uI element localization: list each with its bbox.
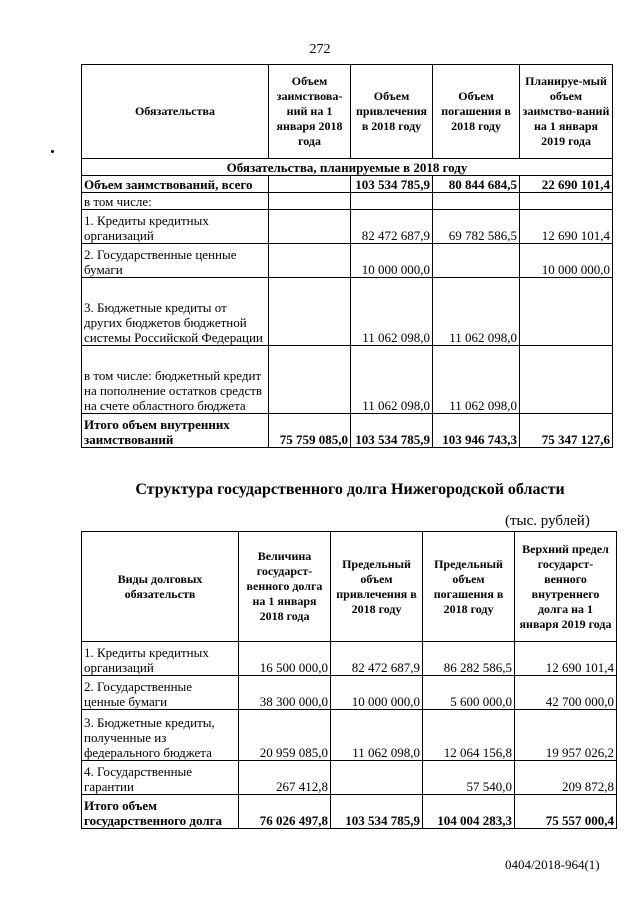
column-header: Предельный объем погашения в 2018 году — [423, 532, 515, 642]
table-row — [82, 761, 617, 795]
column-header: Планируе-мый объем заимство-ваний на 1 января 2019 года — [520, 65, 613, 159]
table-row — [82, 642, 617, 676]
cell — [269, 346, 351, 414]
cell: 11 062 098,0 — [331, 710, 423, 761]
cell: 75 759 085,0 — [269, 414, 351, 448]
row-label: 1. Кредиты кредитных организаций — [82, 210, 269, 244]
row-label: 4. Государственные гарантии — [82, 761, 239, 795]
debt-structure-title: Структура государственного долга Нижегородской области — [135, 481, 565, 498]
cell: 16 500 000,0 — [239, 642, 331, 676]
table-row — [82, 676, 617, 710]
cell: 12 690 101,4 — [515, 642, 617, 676]
table-row — [82, 346, 613, 414]
cell — [520, 278, 613, 346]
cell: 11 062 098,0 — [433, 278, 520, 346]
table-row — [82, 210, 613, 244]
table-header-row — [82, 65, 613, 159]
column-header: Величина государст-венного долга на 1 января 2018 года — [239, 532, 331, 642]
section-row — [82, 159, 613, 176]
cell: 82 472 687,9 — [331, 642, 423, 676]
cell: 19 957 026,2 — [515, 710, 617, 761]
cell — [331, 761, 423, 795]
cell: 267 412,8 — [239, 761, 331, 795]
cell: 10 000 000,0 — [351, 244, 433, 278]
cell: 38 300 000,0 — [239, 676, 331, 710]
document-code: 0404/2018-964(1) — [505, 857, 600, 872]
cell: 11 062 098,0 — [351, 278, 433, 346]
row-label: 3. Бюджетные кредиты от других бюджетов бюджетной системы Российской Федерации — [82, 278, 269, 346]
cell: 104 004 283,3 — [423, 795, 515, 829]
cell — [269, 176, 351, 193]
cell — [520, 193, 613, 210]
cell: 76 026 497,8 — [239, 795, 331, 829]
cell: 82 472 687,9 — [351, 210, 433, 244]
table-row — [82, 278, 613, 346]
cell: 57 540,0 — [423, 761, 515, 795]
cell: 86 282 586,5 — [423, 642, 515, 676]
table-row — [82, 193, 613, 210]
cell: 22 690 101,4 — [520, 176, 613, 193]
cell: 103 534 785,9 — [351, 414, 433, 448]
debt-structure-table — [81, 531, 617, 829]
row-label: 2. Государственные ценные бумаги — [82, 244, 269, 278]
cell — [520, 346, 613, 414]
cell — [269, 244, 351, 278]
borrowings-table — [81, 64, 613, 448]
cell — [351, 193, 433, 210]
column-header: Объем заимствова-ний на 1 января 2018 года — [269, 65, 351, 159]
cell: 12 690 101,4 — [520, 210, 613, 244]
cell: 103 534 785,9 — [351, 176, 433, 193]
cell: 75 347 127,6 — [520, 414, 613, 448]
column-header: Объем погашения в 2018 году — [433, 65, 520, 159]
section-title: Обязательства, планируемые в 2018 году — [82, 159, 613, 176]
cell: 11 062 098,0 — [351, 346, 433, 414]
cell: 5 600 000,0 — [423, 676, 515, 710]
row-label: в том числе: бюджетный кредит на пополнение остатков средств на счете областного бюджета — [82, 346, 269, 414]
cell: 209 872,8 — [515, 761, 617, 795]
table-header-row — [82, 532, 617, 642]
column-header: Верхний предел государст-венного внутреннего долга на 1 января 2019 года — [515, 532, 617, 642]
cell — [269, 210, 351, 244]
cell — [433, 193, 520, 210]
cell: 80 844 684,5 — [433, 176, 520, 193]
column-header: Предельный объем привлечения в 2018 году — [331, 532, 423, 642]
column-header: Объем привлечения в 2018 году — [351, 65, 433, 159]
cell: 42 700 000,0 — [515, 676, 617, 710]
cell: 10 000 000,0 — [520, 244, 613, 278]
cell: 12 064 156,8 — [423, 710, 515, 761]
row-label: Итого объем внутренних заимствований — [82, 414, 269, 448]
cell: 103 946 743,3 — [433, 414, 520, 448]
table-row — [82, 710, 617, 761]
table-row — [82, 176, 613, 193]
row-label: в том числе: — [82, 193, 269, 210]
units-label: (тыс. рублей) — [505, 513, 590, 529]
row-label: Итого объем государственного долга — [82, 795, 239, 829]
cell — [269, 278, 351, 346]
cell: 20 959 085,0 — [239, 710, 331, 761]
table-row — [82, 244, 613, 278]
row-label: Объем заимствований, всего — [82, 176, 269, 193]
cell: 11 062 098,0 — [433, 346, 520, 414]
cell: 75 557 000,4 — [515, 795, 617, 829]
row-label: 2. Государственные ценные бумаги — [82, 676, 239, 710]
table-total-row — [82, 795, 617, 829]
column-header: Обязательства — [82, 65, 269, 159]
cell — [269, 193, 351, 210]
cell: 103 534 785,9 — [331, 795, 423, 829]
table-total-row — [82, 414, 613, 448]
row-label: 1. Кредиты кредитных организаций — [82, 642, 239, 676]
row-label: 3. Бюджетные кредиты, полученные из федерального бюджета — [82, 710, 239, 761]
cell: 69 782 586,5 — [433, 210, 520, 244]
cell: 10 000 000,0 — [331, 676, 423, 710]
column-header: Виды долговых обязательств — [82, 532, 239, 642]
margin-dot — [51, 150, 54, 153]
page-number: 272 — [309, 42, 331, 57]
cell — [433, 244, 520, 278]
